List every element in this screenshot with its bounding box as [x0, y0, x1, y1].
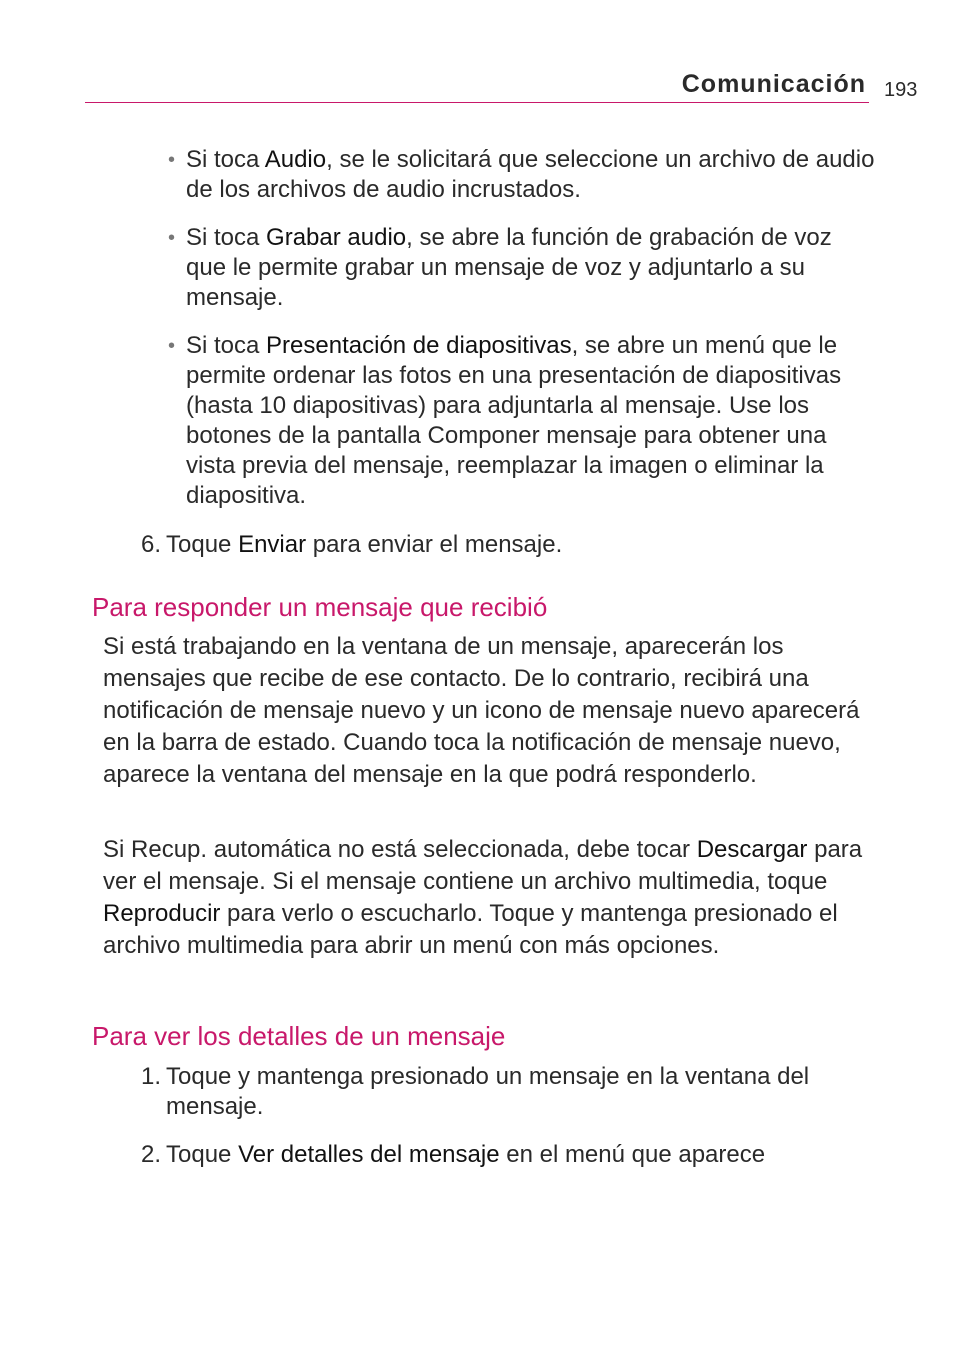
step-text: Toque Ver detalles del mensaje en el menú que aparece	[166, 1141, 766, 1168]
step-text: Toque Enviar para enviar el mensaje.	[166, 531, 563, 558]
bullet-dot: •	[168, 149, 176, 171]
term-grabar-audio: Grabar audio	[266, 224, 407, 251]
term-audio: Audio	[264, 146, 327, 173]
step-number: 1.	[141, 1063, 162, 1090]
paragraph-reply-2: Si Recup. automática no está seleccionada, debe tocar Descargar para ver el mensaje. Si el mensaje contiene un archivo multimedia, toque Reproducir para verlo o escucharlo. Toque y mantenga presionado el archivo multimedia para abrir un menú con más opciones.	[103, 836, 863, 959]
term-ver-detalles: Ver detalles del mensaje	[238, 1141, 500, 1168]
step-number: 6.	[141, 531, 162, 558]
header-divider	[85, 102, 869, 103]
page-header	[0, 0, 954, 110]
page-number: 193	[884, 79, 918, 101]
term-descargar: Descargar	[696, 836, 808, 863]
bullet-dot: •	[168, 227, 176, 249]
term-reproducir: Reproducir	[103, 900, 221, 927]
term-enviar: Enviar	[238, 531, 307, 558]
chapter-title: Comunicación	[681, 70, 866, 98]
section-heading-details: Para ver los detalles de un mensaje	[92, 1021, 506, 1051]
step-text: Toque y mantenga presionado un mensaje en la ventana del mensaje.	[166, 1063, 810, 1120]
bullet-dot: •	[168, 335, 176, 357]
paragraph-reply-1: Si está trabajando en la ventana de un mensaje, aparecerán los mensajes que recibe de ese contacto. De lo contrario, recibirá una notificación de mensaje nuevo y un icono de mensaje nuevo aparecerá en la barra de estado. Cuando toca la notificación de mensaje nuevo, aparece la ventana del mensaje en la que podrá responderlo.	[103, 633, 860, 788]
bullet-text: Si toca Presentación de diapositivas, se abre un menú que le permite ordenar las fotos en una presentación de diapositivas (hasta 10 diapositivas) para adjuntarla al mensaje. Use los botones de la pantalla Componer mensaje para obtener una vista previa del mensaje, reemplazar la imagen o eliminar la diapositiva.	[186, 332, 842, 509]
section-heading-reply: Para responder un mensaje que recibió	[92, 592, 548, 622]
step-number: 2.	[141, 1141, 162, 1168]
bullet-text: Si toca Audio, se le solicitará que seleccione un archivo de audio de los archivos de audio incrustados.	[186, 146, 875, 203]
term-presentacion: Presentación de diapositivas	[266, 332, 572, 359]
bullet-text: Si toca Grabar audio, se abre la función de grabación de voz que le permite grabar un mensaje de voz y adjuntarlo a su mensaje.	[186, 224, 832, 311]
